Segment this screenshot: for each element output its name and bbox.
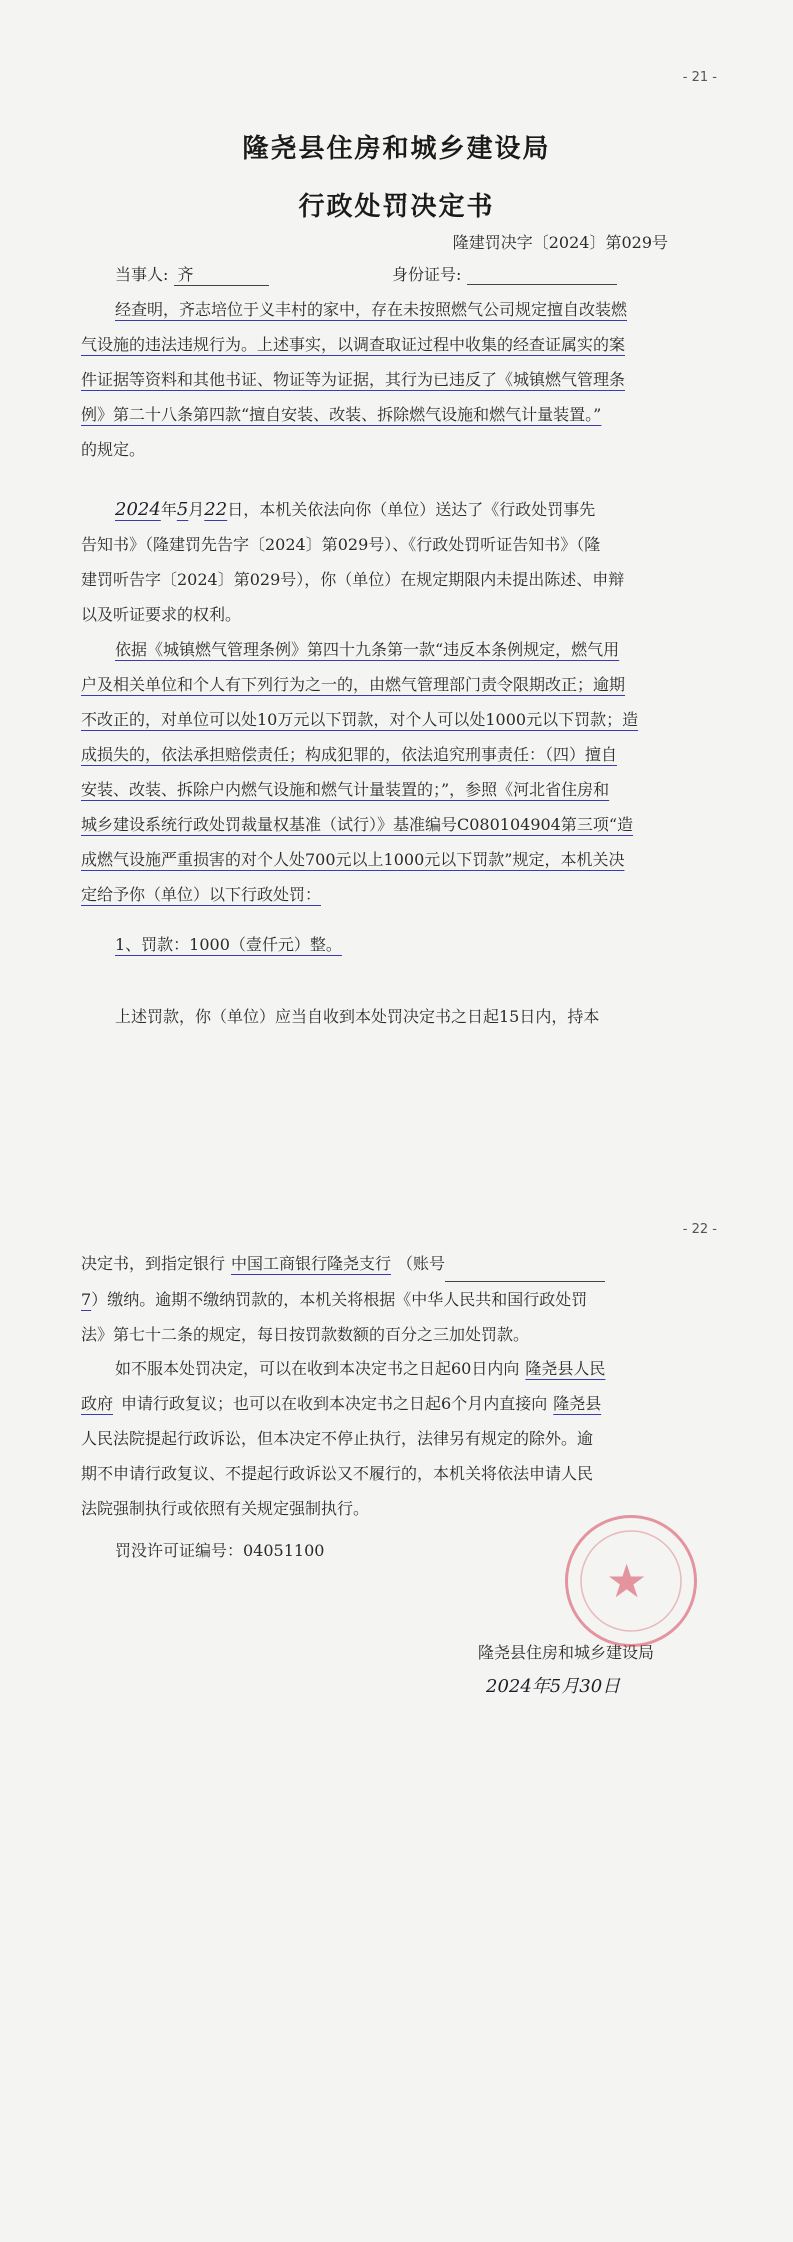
penalty-item: 1、罚款：1000（壹仟元）整。 xyxy=(115,935,342,954)
notice-first-line: 2024年5月22日，本机关依法向你（单位）送达了《行政处罚事先 xyxy=(115,499,596,520)
bank-name: 中国工商银行隆尧支行 xyxy=(231,1254,392,1273)
party-row xyxy=(115,262,269,286)
id-row xyxy=(392,262,617,285)
document-page-2 xyxy=(0,1210,793,2242)
signature-organization: 隆尧县住房和城乡建设局 xyxy=(478,1643,655,1662)
account-tail: 7 xyxy=(81,1290,92,1309)
legal-basis-paragraph: 依据《城镇燃气管理条例》第四十九条第一款“违反本条例规定，燃气用 户及相关单位和个人有下列行为之一的，由燃气管理部门责令限期改正；逾期 不改正的，对单位可以处10万元以下罚款，对个人可以处1000元以下罚款；造 成损失的，依法承担赔偿责任；构成犯罪的，依法追究刑事责任：（四）擅自 安装、改装、拆除户内燃气设施和燃气计量装置的；”，参照《河北省住房和 城乡建设系统行政处罚裁量权基准（试行）》基准编号C080104904第三项“造 成燃气设施严重损害的对个人处700元以上1000元以下罚款”规定，本机关决 定给予你（单位）以下行政处罚： xyxy=(81,640,639,904)
page-number: - 21 - xyxy=(682,70,717,85)
notice-month: 5 xyxy=(176,499,189,520)
notice-year: 2024 xyxy=(115,499,161,520)
party-label: 当事人: xyxy=(115,265,169,284)
notice-day: 22 xyxy=(204,499,228,520)
document-title: 行政处罚决定书 xyxy=(298,192,495,222)
document-number: 隆建罚决字〔2024〕第029号 xyxy=(452,233,668,252)
notice-paragraph: 2024年5月22日，本机关依法向你（单位）送达了《行政处罚事先 告知书》（隆建罚先告字〔2024〕第029号）、《行政处罚听证告知书》（隆 建罚听告字〔2024〕第029号），你（单位）在规定期限内未提出陈述、申辩 以及听证要求的权利。 xyxy=(115,492,700,632)
license-number: 罚没许可证编号：04051100 xyxy=(115,1541,325,1560)
appeal-government: 隆尧县人民 xyxy=(525,1359,606,1378)
id-number-blank xyxy=(467,265,617,285)
bank-line: 决定书，到指定银行 中国工商银行隆尧支行 （账号 xyxy=(81,1246,701,1282)
seal-star-icon: ★ xyxy=(606,1554,648,1608)
authority-heading: 隆尧县住房和城乡建设局 xyxy=(242,134,551,164)
id-label: 身份证号: xyxy=(392,265,462,284)
account-blank xyxy=(445,1246,605,1282)
payment-paragraph: 决定书，到指定银行 中国工商银行隆尧支行 （账号 7）缴纳。逾期不缴纳罚款的，本机关将根据《中华人民共和国行政处罚 法》第七十二条的规定，每日按罚款数额的百分之三加处罚款。 xyxy=(81,1246,701,1352)
appeal-paragraph: 如不服本处罚决定，可以在收到本决定书之日起60日内向 隆尧县人民 政府 申请行政复议；也可以在收到本决定书之日起6个月内直接向 隆尧县 人民法院提起行政诉讼，但本决定不停止执行，法律另有规定的除外。逾 期不申请行政复议、不提起行政诉讼又不履行的，本机关将依法申请人民 法院强制执行或依照有关规定强制执行。 xyxy=(81,1359,606,1518)
official-seal xyxy=(565,1515,697,1647)
payment-line: 上述罚款，你（单位）应当自收到本处罚决定书之日起15日内，持本 xyxy=(115,1007,600,1026)
page-number: - 22 - xyxy=(682,1222,717,1237)
signature-date: 2024年5月30日 xyxy=(486,1676,621,1697)
party-name: 齐 xyxy=(177,265,194,284)
findings-paragraph: 经查明，齐志培位于义丰村的家中，存在未按照燃气公司规定擅自改装燃 气设施的违法违规行为。上述事实，以调查取证过程中收集的经查证属实的案 件证据等资料和其他书证、物证等为证据，其行为已违反了《城镇燃气管理条 例》第二十八条第四款“擅自安装、改装、拆除燃气设施和燃气计量装置。” 的规定。 xyxy=(81,300,628,459)
appeal-court: 隆尧县 xyxy=(553,1394,602,1413)
